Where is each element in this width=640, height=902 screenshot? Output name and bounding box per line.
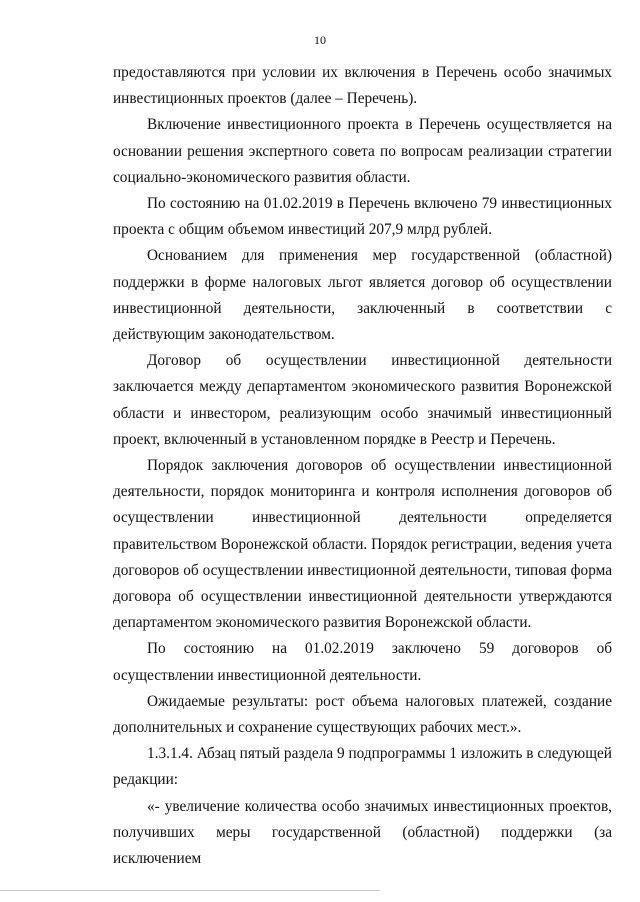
- paragraph-5: Договор об осуществлении инвестиционной деятельности заключается между департаментом экономического развития Воронежской области и инвестором, реализующим особо значимый инвестиционный проект, включенный в установленном порядке в Реестр и Перечень.: [113, 352, 612, 448]
- paragraph-4: Основанием для применения мер государственной (областной) поддержки в форме налоговых льгот является договор об осуществлении инвестиционной деятельности, заключенный в соответствии с действующим законодательством.: [113, 247, 612, 344]
- document-body: [113, 60, 612, 872]
- paragraph-7: По состоянию на 01.02.2019 заключено 59 договоров об осуществлении инвестиционной деятельности.: [113, 640, 612, 684]
- paragraph-2: Включение инвестиционного проекта в Перечень осуществляется на основании решения экспертного совета по вопросам реализации стратегии социально-экономического развития области.: [113, 116, 612, 186]
- paragraph-3: По состоянию на 01.02.2019 в Перечень включено 79 инвестиционных проекта с общим объемом инвестиций 207,9 млрд рублей.: [113, 195, 612, 239]
- paragraph-8: Ожидаемые результаты: рост объема налоговых платежей, создание дополнительных и сохранение существующих рабочих мест.».: [113, 692, 612, 737]
- paragraph-1: предоставляются при условии их включения в Перечень особо значимых инвестиционных проектов (далее – Перечень).: [113, 64, 612, 108]
- paragraph-10: «- увеличение количества особо значимых инвестиционных проектов, получивших меры государственной (областной) поддержки (за исключением: [113, 797, 612, 868]
- page-number: 10: [314, 33, 326, 47]
- bottom-divider: [0, 890, 380, 891]
- paragraph-6: Порядок заключения договоров об осуществлении инвестиционной деятельности, порядок мониторинга и контроля исполнения договоров об осуществлении инвестиционной деятельности определяется правительством Воронежской области. Порядок регистрации, ведения учета договоров об осуществлении инвестиционной деятельности, типовая форма договора об осуществлении инвестиционной деятельности утверждаются департаментом экономического развития Воронежской области.: [113, 457, 612, 632]
- paragraph-9: 1.3.1.4. Абзац пятый раздела 9 подпрограммы 1 изложить в следующей редакции:: [113, 745, 612, 789]
